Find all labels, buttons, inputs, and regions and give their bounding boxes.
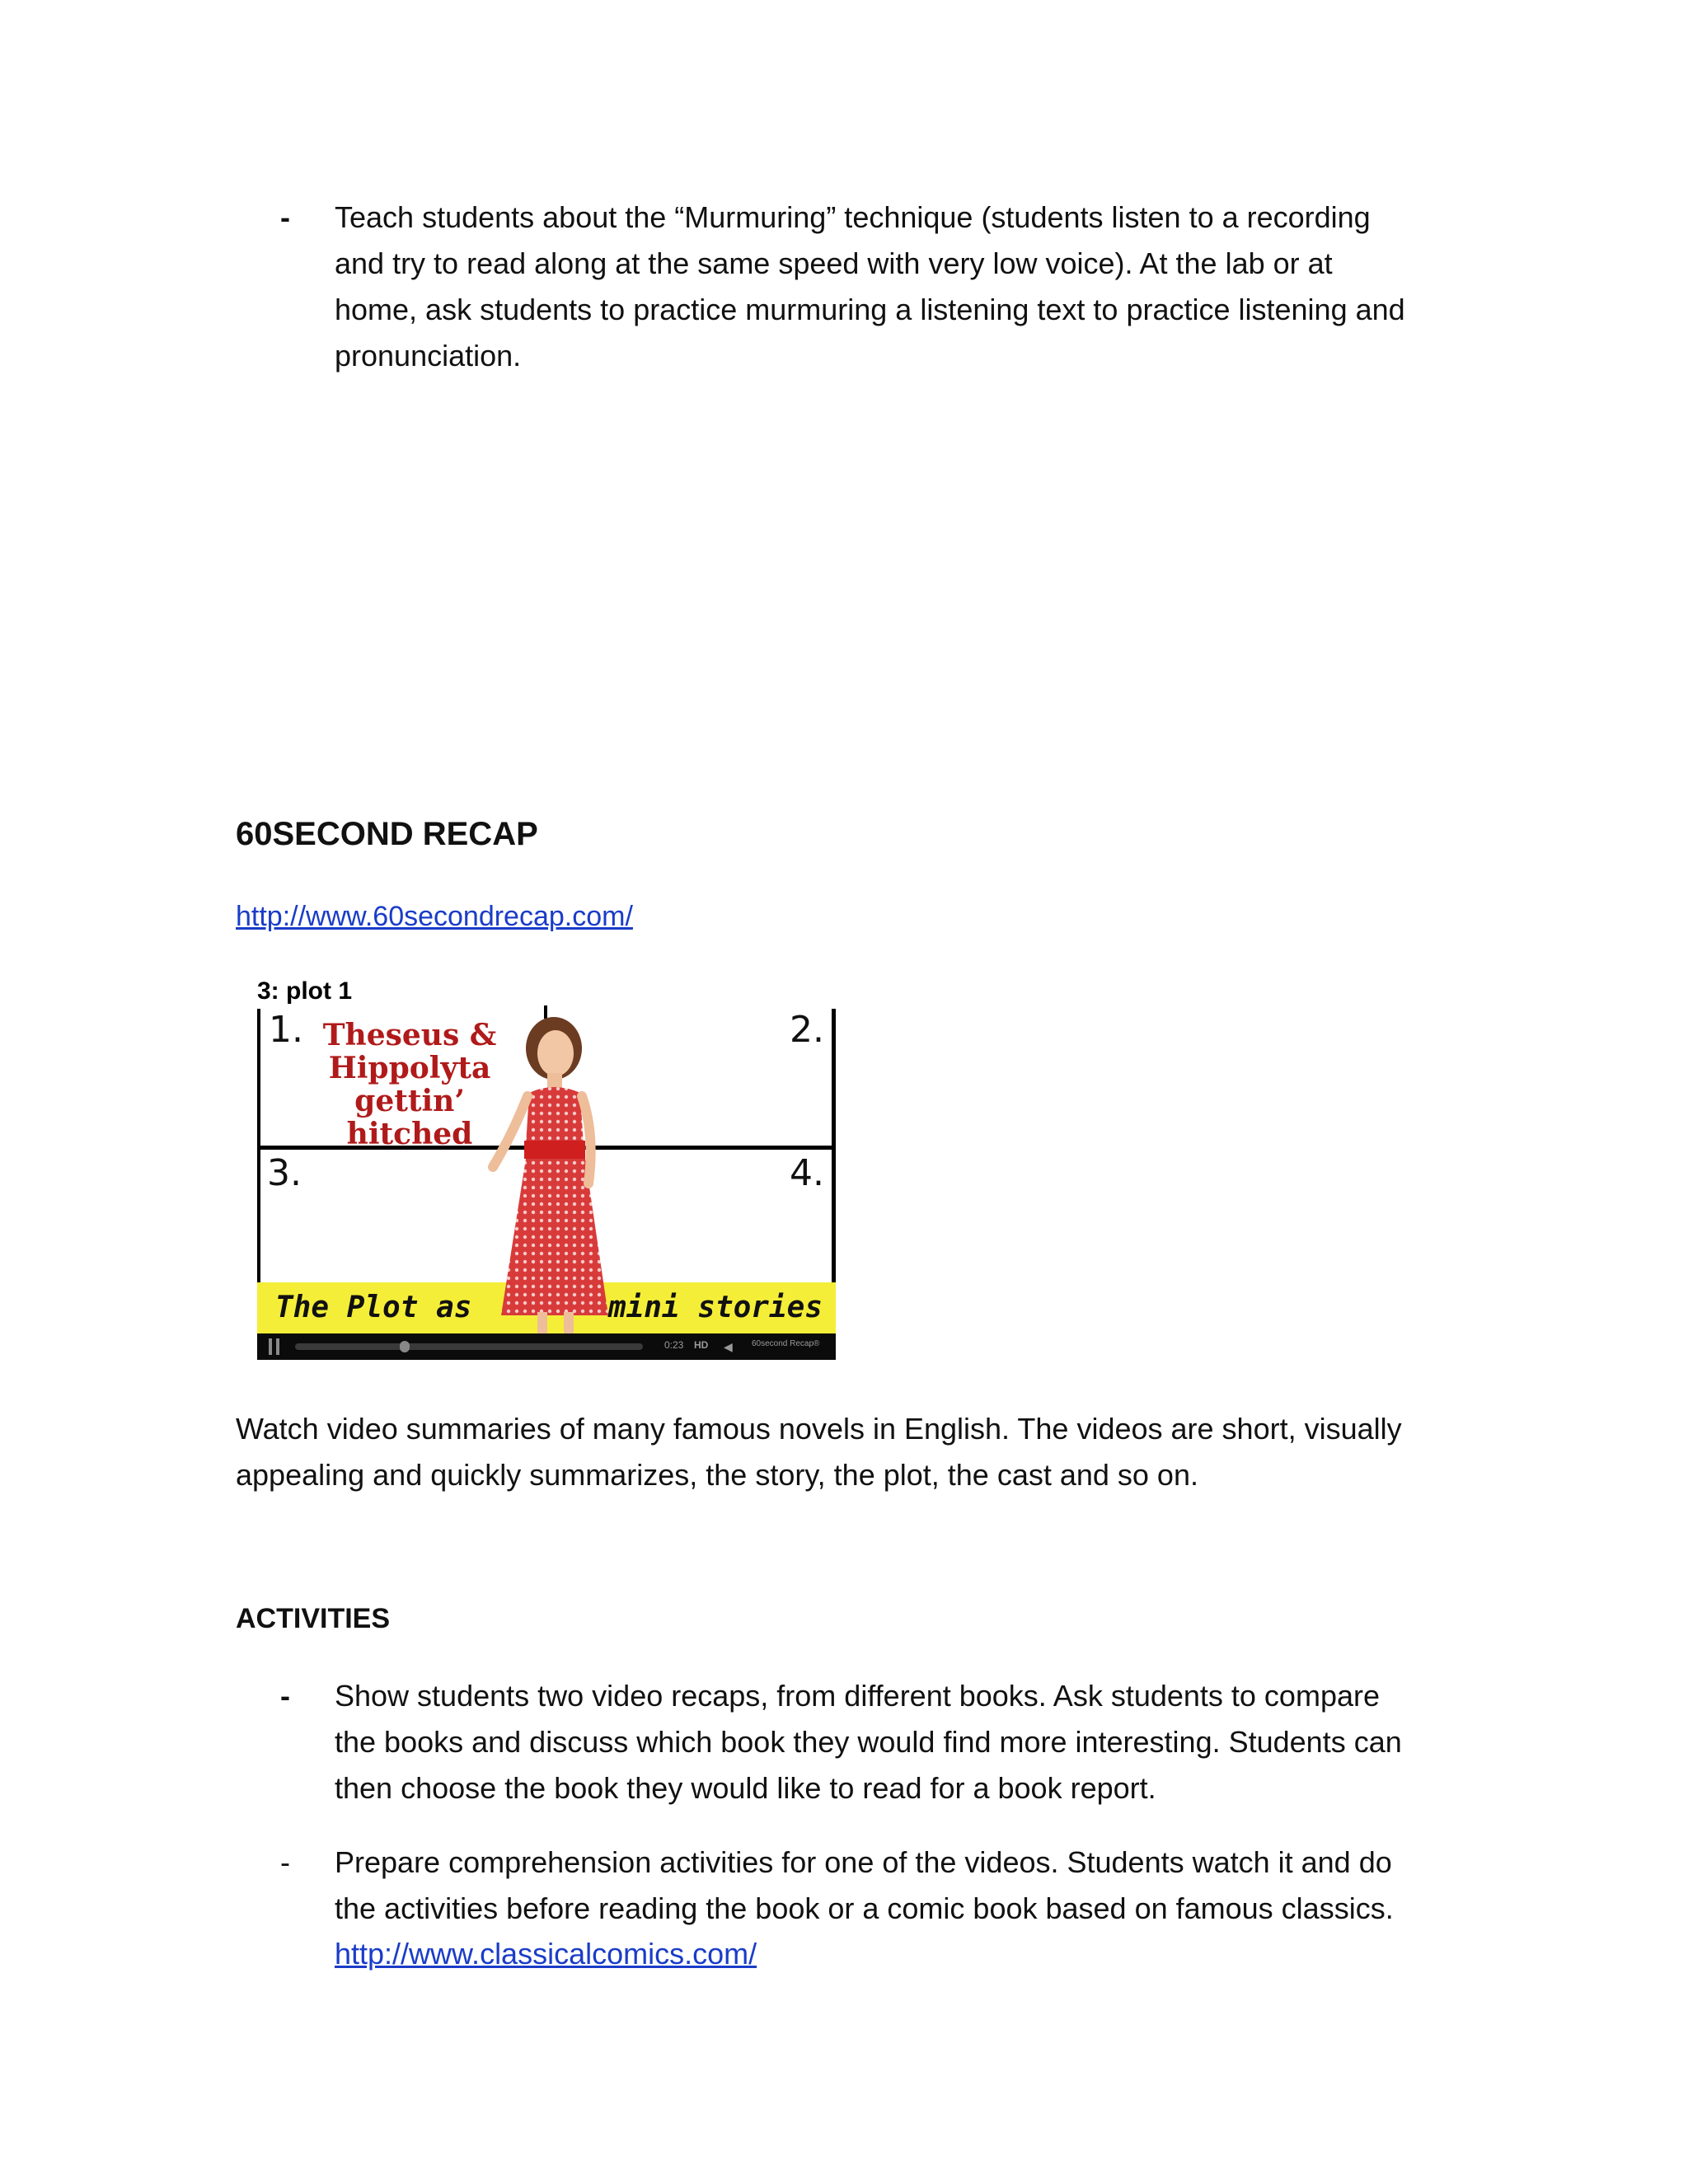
quadrant-number: 2. [790, 1009, 824, 1051]
video-thumbnail[interactable] [256, 977, 837, 1360]
title-line: hitched [346, 1117, 473, 1151]
pause-icon[interactable] [269, 1338, 280, 1355]
text-line: the books and discuss which book they would find more interesting. Students can [335, 1725, 1402, 1759]
description-paragraph [236, 1406, 1472, 1498]
bullet-text [335, 1673, 1472, 1811]
text-line: home, ask students to practice murmuring a listening text to practice listening and [335, 293, 1405, 326]
text-line: Show students two video recaps, from different books. Ask students to compare [335, 1679, 1380, 1713]
text-line: and try to read along at the same speed with very low voice). At the lab or at [335, 246, 1333, 280]
hd-button[interactable]: HD [694, 1339, 709, 1351]
banner-text-left: The Plot as [275, 1291, 472, 1324]
quadrant-number: 3. [267, 1152, 302, 1194]
presenter-figure [471, 1010, 636, 1340]
text-line: Teach students about the “Murmuring” technique (students listen to a recording [335, 200, 1371, 234]
progress-track[interactable] [295, 1343, 643, 1350]
time-display: 0:23 [664, 1339, 684, 1351]
bullet-dash: - [280, 1845, 290, 1879]
activities-heading: ACTIVITIES [236, 1603, 391, 1634]
bullet-dash: - [280, 200, 290, 234]
title-line: gettin’ [354, 1084, 465, 1118]
section-heading: 60SECOND RECAP [236, 816, 538, 852]
text-line: the activities before reading the book or a comic book based on famous classics. [335, 1891, 1394, 1925]
volume-icon[interactable]: ◀ [724, 1340, 733, 1353]
text-line: appealing and quickly summarizes, the story, the plot, the cast and so on. [236, 1458, 1198, 1492]
banner-text-right: mini stories [607, 1291, 823, 1324]
progress-knob[interactable] [400, 1341, 410, 1352]
murmuring-bullet [280, 194, 1459, 384]
bullet-dash: - [280, 1679, 290, 1713]
quadrant-number: 4. [790, 1152, 824, 1194]
video-caption: 3: plot 1 [257, 977, 353, 1005]
text-line: pronunciation. [335, 339, 522, 373]
brand-label: 60second Recap® [752, 1339, 820, 1348]
activity-item [280, 1673, 1459, 1813]
recap-link[interactable]: http://www.60secondrecap.com/ [236, 901, 633, 932]
title-line: Hippolyta [328, 1051, 491, 1085]
classicalcomics-link[interactable]: http://www.classicalcomics.com/ [335, 1937, 757, 1971]
text-line: Prepare comprehension activities for one of the videos. Students watch it and do [335, 1845, 1392, 1879]
quadrant-number: 1. [269, 1009, 303, 1051]
title-line: Theseus & [322, 1018, 497, 1052]
video-controls [257, 1333, 836, 1360]
bullet-text [335, 1840, 1472, 1932]
text-line: then choose the book they would like to read for a book report. [335, 1771, 1156, 1805]
text-line: Watch video summaries of many famous novels in English. The videos are short, visually [236, 1412, 1402, 1446]
bullet-text [335, 194, 1472, 379]
